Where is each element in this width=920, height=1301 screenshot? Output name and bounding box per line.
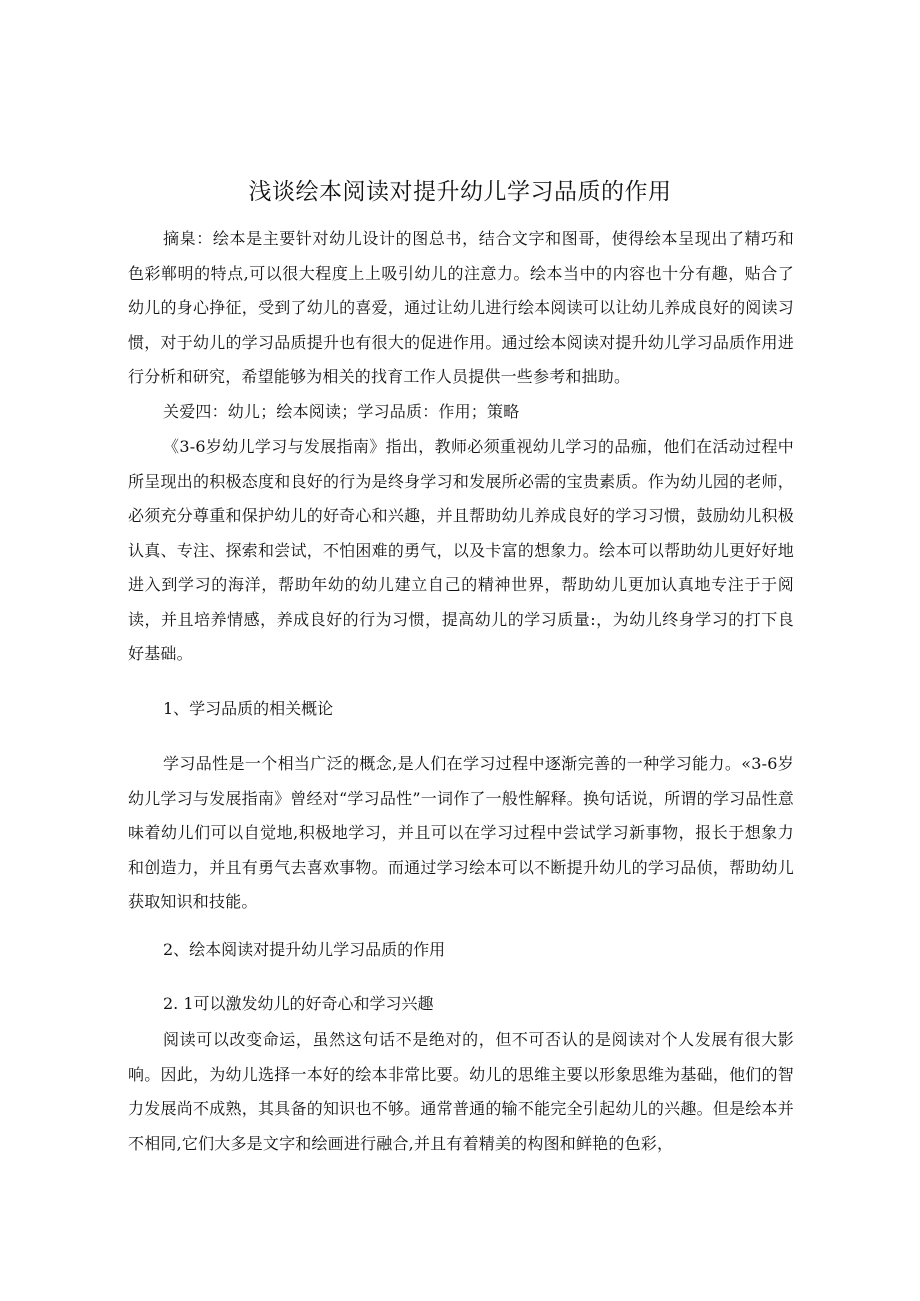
keywords-paragraph: 关爱四：幼儿；绘本阅读；学习品质：作用；策略 (163, 402, 520, 421)
abstract-paragraph: 摘臬：绘本是主要针对幼儿设计的图总书，结合文字和图哥，使得绘本呈现出了精巧和色彩郸明的特点,可以很大程度上上吸引幼儿的注意力。绘本当中的内容也十分有趣，贴合了幼儿的身心挣征，受到了幼儿的喜爱，通过让幼儿进行绘本阅读可以让幼儿养成良好的阅读习惯，对于幼儿的学习品质提升也有很大的促进作用。通过绘本阅读对提升幼儿学习品质作用进行分析和研究，希望能够为相关的找育工作人员提供一些参考和拙助。 (128, 229, 794, 386)
intro-paragraph: 《3-6岁幼儿学习与发展指南》指出，教师必须重视幼儿学习的品痂，他们在活动过程中所呈现出的积极态度和良好的行为是终身学习和发展所必需的宝贵素质。作为幼儿园的老师，必须充分尊重和保护幼儿的好奇心和兴趣，并且帮助幼儿养成良好的学习习惯，鼓励幼儿积极认真、专注、探索和尝试，不怕困难的勇气，以及卡富的想象力。绘本可以帮助幼儿更好好地进入到学习的海洋，帮助年幼的幼儿建立自己的精神世界，帮助幼儿更加认真地专注于于阅读，并且培养情感，养成良好的行为习惯，提高幼儿的学习质量:，为幼儿终身学习的打下良好基础。 (128, 437, 794, 663)
section-1-heading: 1、学习品质的相关概论 (163, 699, 334, 718)
section-2-1-heading: 2. 1可以激发幼儿的好奇心和学习兴趣 (163, 994, 434, 1013)
section-1-paragraph: 学习品性是一个相当广泛的概念,是人们在学习过程中逐渐完善的一种学习能力。«3-6岁幼儿学习与发展指南》曾经对“学习品性”一词作了一般性解释。换句话说，所谓的学习品性意味着幼儿们可以自觉地,积极地学习，并且可以在学习过程中尝试学习新事物，报长于想象力和创造力，并且有勇气去喜欢事物。而通过学习绘本可以不断提升幼儿的学习品侦，帮助幼儿获取知识和技能。 (128, 754, 794, 911)
page-title: 浅谈绘本阅读对提升幼儿学习品质的作用 (248, 179, 672, 205)
section-2-heading: 2、绘本阅读对提升幼儿学习品质的作用 (163, 940, 446, 959)
section-2-1-paragraph: 阅读可以改变命运，虽然这句话不是绝对的，但不可否认的是阅读对个人发展有很大影响。因此，为幼儿选择一本好的绘本非常比要。幼儿的思维主要以形象思维为基础，他们的智力发展尚不成熟，其具备的知识也不够。通常普通的输不能完全引起幼儿的兴趣。但是绘本并不相同,它们大多是文字和绘画进行融合,并且有着精美的构图和鲜艳的色彩， (128, 1030, 794, 1153)
